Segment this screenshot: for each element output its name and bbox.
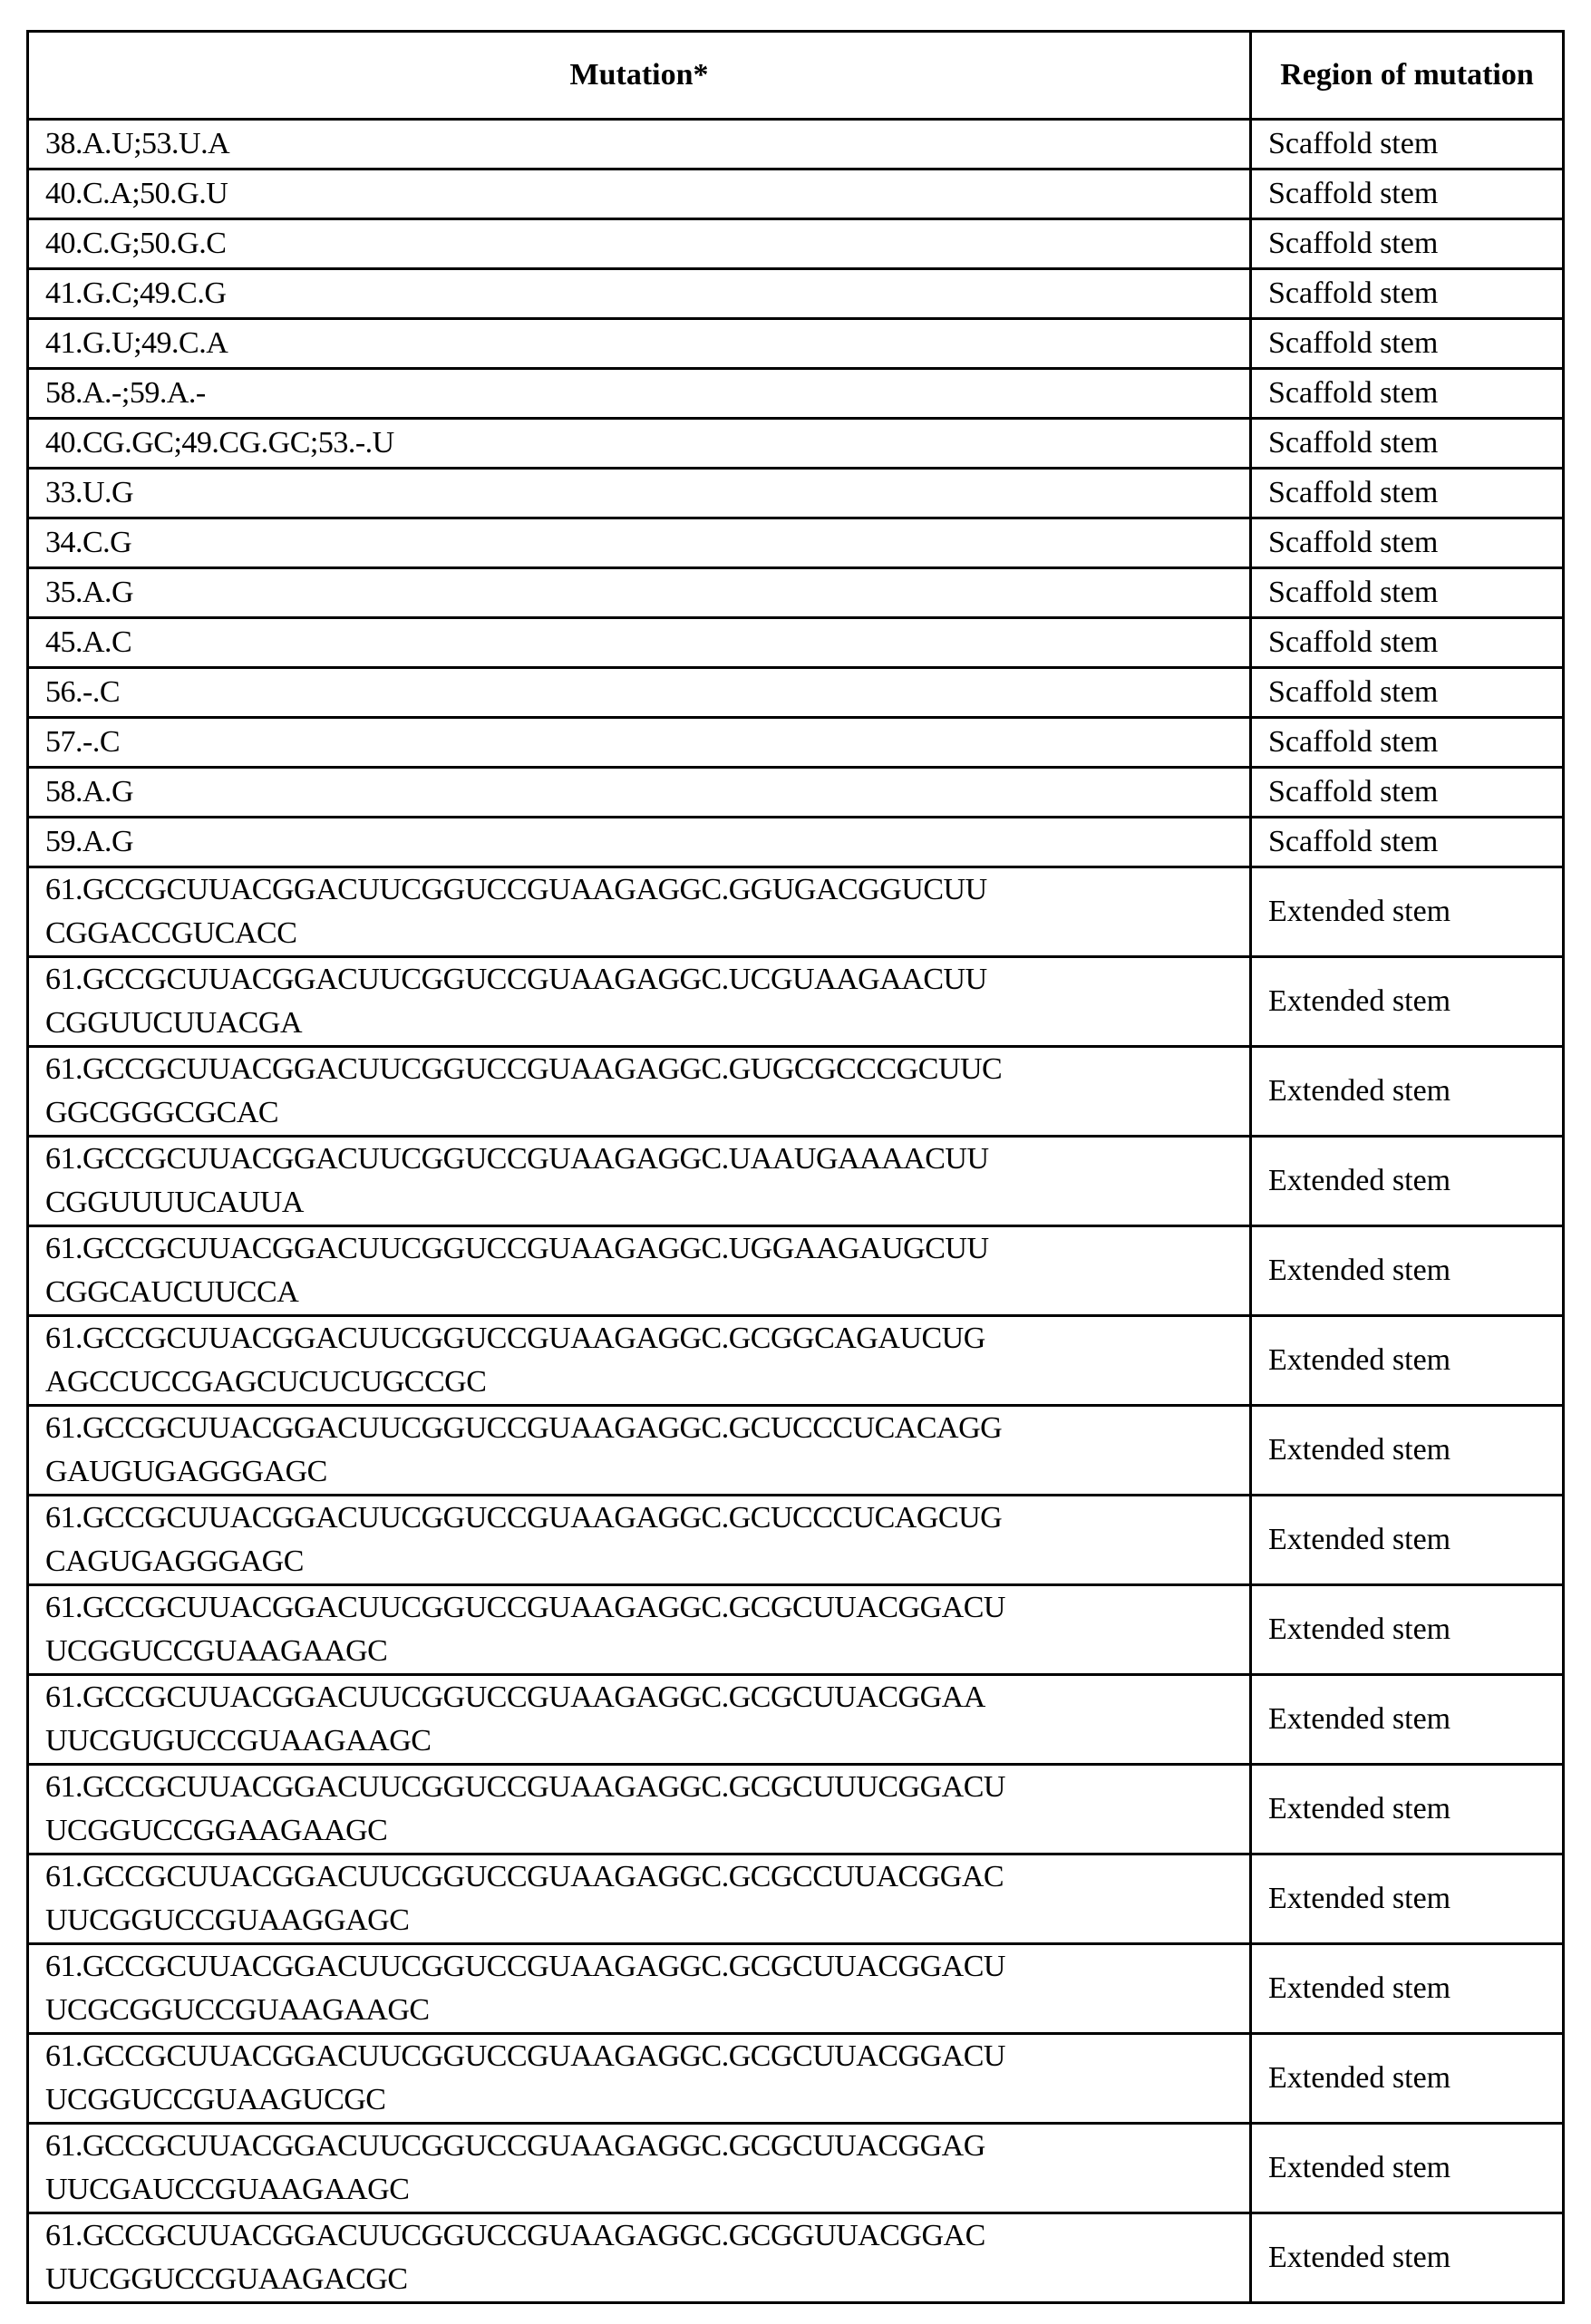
mutation-cell: [28, 618, 1251, 668]
mutation-text-line: 61.GCCGCUUACGGACUUCGGUCCGUAAGAGGC.GCGCCUUACGGAC: [45, 1855, 1233, 1899]
region-cell: Scaffold stem: [1251, 718, 1564, 768]
region-cell: Scaffold stem: [1251, 369, 1564, 419]
mutation-text-line: CGGUUUUCAUUA: [45, 1181, 1233, 1225]
region-cell: Extended stem: [1251, 1765, 1564, 1854]
mutation-text-line: UUCGGUCCGUAAGGAGC: [45, 1899, 1233, 1942]
region-cell: Extended stem: [1251, 1585, 1564, 1675]
mutation-cell: [28, 219, 1251, 269]
mutation-cell: [28, 818, 1251, 867]
table-row: [28, 1496, 1564, 1585]
mutation-text-line: 58.A.-;59.A.-: [45, 372, 1233, 415]
table-row: [28, 1585, 1564, 1675]
region-cell: Extended stem: [1251, 1226, 1564, 1316]
mutation-cell: [28, 1496, 1251, 1585]
table-row: [28, 2124, 1564, 2213]
mutation-text-line: 61.GCCGCUUACGGACUUCGGUCCGUAAGAGGC.GCUCCCUCAGCUG: [45, 1496, 1233, 1540]
region-cell: Scaffold stem: [1251, 469, 1564, 518]
region-cell: Scaffold stem: [1251, 219, 1564, 269]
table-row: [28, 1944, 1564, 2034]
table-row: [28, 419, 1564, 469]
table-row: [28, 568, 1564, 618]
mutation-cell: [28, 1585, 1251, 1675]
mutation-text-line: 61.GCCGCUUACGGACUUCGGUCCGUAAGAGGC.GCGCUUACGGAA: [45, 1676, 1233, 1719]
mutation-text-line: 61.GCCGCUUACGGACUUCGGUCCGUAAGAGGC.GUGCGCCCGCUUC: [45, 1048, 1233, 1091]
mutation-cell: [28, 668, 1251, 718]
region-cell: Scaffold stem: [1251, 419, 1564, 469]
mutation-text-line: UCGCGGUCCGUAAGAAGC: [45, 1989, 1233, 2032]
table-row: [28, 2213, 1564, 2303]
mutation-text-line: 38.A.U;53.U.A: [45, 122, 1233, 166]
table-row: [28, 1226, 1564, 1316]
mutation-text-line: 61.GCCGCUUACGGACUUCGGUCCGUAAGAGGC.GCGCUUUCGGACU: [45, 1766, 1233, 1809]
mutation-text-line: AGCCUCCGAGCUCUCUGCCGC: [45, 1361, 1233, 1404]
mutation-cell: [28, 518, 1251, 568]
mutation-text-line: 34.C.G: [45, 521, 1233, 565]
table-row: [28, 618, 1564, 668]
mutation-text-line: 61.GCCGCUUACGGACUUCGGUCCGUAAGAGGC.GCGCUUACGGACU: [45, 1945, 1233, 1989]
table-row: [28, 718, 1564, 768]
mutation-cell: [28, 1316, 1251, 1406]
table-row: [28, 1675, 1564, 1765]
mutation-text-line: UCGGUCCGGAAGAAGC: [45, 1809, 1233, 1853]
mutation-cell: [28, 2034, 1251, 2124]
table-row: [28, 818, 1564, 867]
mutation-text-line: UUCGGUCCGUAAGACGC: [45, 2258, 1233, 2301]
mutation-cell: [28, 369, 1251, 419]
mutation-text-line: CGGCAUCUUCCA: [45, 1271, 1233, 1314]
region-cell: Extended stem: [1251, 1047, 1564, 1137]
mutation-text-line: 45.A.C: [45, 621, 1233, 664]
mutation-cell: [28, 1675, 1251, 1765]
mutation-cell: [28, 1944, 1251, 2034]
mutation-text-line: 61.GCCGCUUACGGACUUCGGUCCGUAAGAGGC.UAAUGAAAACUU: [45, 1138, 1233, 1181]
mutation-text-line: 35.A.G: [45, 571, 1233, 615]
region-cell: Scaffold stem: [1251, 668, 1564, 718]
region-cell: Scaffold stem: [1251, 618, 1564, 668]
region-cell: Extended stem: [1251, 2213, 1564, 2303]
mutation-table: [26, 30, 1565, 2304]
mutation-text-line: UUCGUGUCCGUAAGAAGC: [45, 1719, 1233, 1763]
region-cell: Extended stem: [1251, 1316, 1564, 1406]
mutation-cell: [28, 120, 1251, 169]
region-cell: Scaffold stem: [1251, 818, 1564, 867]
mutation-cell: [28, 768, 1251, 818]
mutation-text-line: CGGACCGUCACC: [45, 912, 1233, 955]
mutation-text-line: 61.GCCGCUUACGGACUUCGGUCCGUAAGAGGC.GCGCUUACGGAG: [45, 2125, 1233, 2168]
mutation-cell: [28, 2213, 1251, 2303]
table-row: [28, 957, 1564, 1047]
mutation-text-line: GAUGUGAGGGAGC: [45, 1450, 1233, 1494]
region-cell: Extended stem: [1251, 1675, 1564, 1765]
mutation-text-line: UCGGUCCGUAAGUCGC: [45, 2078, 1233, 2122]
mutation-cell: [28, 1765, 1251, 1854]
mutation-text-line: 40.C.A;50.G.U: [45, 172, 1233, 216]
table-row: [28, 768, 1564, 818]
mutation-cell: [28, 469, 1251, 518]
table-row: [28, 469, 1564, 518]
table-row: [28, 169, 1564, 219]
mutation-text-line: 61.GCCGCUUACGGACUUCGGUCCGUAAGAGGC.GCGGCAGAUCUG: [45, 1317, 1233, 1361]
table-row: [28, 319, 1564, 369]
region-cell: Extended stem: [1251, 1944, 1564, 2034]
table-row: [28, 120, 1564, 169]
region-cell: Extended stem: [1251, 2034, 1564, 2124]
mutation-text-line: 61.GCCGCUUACGGACUUCGGUCCGUAAGAGGC.UCGUAAGAACUU: [45, 958, 1233, 1002]
mutation-text-line: 57.-.C: [45, 721, 1233, 764]
region-cell: Scaffold stem: [1251, 568, 1564, 618]
mutation-text-line: UUCGAUCCGUAAGAAGC: [45, 2168, 1233, 2212]
header-region-of-mutation: Region of mutation: [1251, 32, 1564, 120]
table-row: [28, 518, 1564, 568]
mutation-text-line: 41.G.C;49.C.G: [45, 272, 1233, 315]
mutation-text-line: CAGUGAGGGAGC: [45, 1540, 1233, 1583]
region-cell: Scaffold stem: [1251, 518, 1564, 568]
region-cell: Scaffold stem: [1251, 169, 1564, 219]
region-cell: Extended stem: [1251, 867, 1564, 957]
mutation-cell: [28, 957, 1251, 1047]
mutation-text-line: 40.C.G;50.G.C: [45, 222, 1233, 266]
table-row: [28, 2034, 1564, 2124]
mutation-cell: [28, 568, 1251, 618]
mutation-text-line: UCGGUCCGUAAGAAGC: [45, 1630, 1233, 1673]
table-header-row: [28, 32, 1564, 120]
header-mutation: Mutation*: [28, 32, 1251, 120]
region-cell: Scaffold stem: [1251, 768, 1564, 818]
mutation-text-line: 33.U.G: [45, 471, 1233, 515]
mutation-text-line: 61.GCCGCUUACGGACUUCGGUCCGUAAGAGGC.GGUGACGGUCUU: [45, 868, 1233, 912]
mutation-cell: [28, 1047, 1251, 1137]
table-row: [28, 1137, 1564, 1226]
mutation-text-line: GGCGGGCGCAC: [45, 1091, 1233, 1135]
table-row: [28, 1316, 1564, 1406]
table-body: [28, 120, 1564, 2303]
mutation-text-line: 61.GCCGCUUACGGACUUCGGUCCGUAAGAGGC.UGGAAGAUGCUU: [45, 1227, 1233, 1271]
mutation-cell: [28, 269, 1251, 319]
mutation-text-line: 59.A.G: [45, 820, 1233, 864]
mutation-cell: [28, 1137, 1251, 1226]
mutation-cell: [28, 1226, 1251, 1316]
mutation-text-line: 61.GCCGCUUACGGACUUCGGUCCGUAAGAGGC.GCGCUUACGGACU: [45, 2035, 1233, 2078]
region-cell: Extended stem: [1251, 1854, 1564, 1944]
table-row: [28, 1047, 1564, 1137]
mutation-cell: [28, 419, 1251, 469]
mutation-text-line: 56.-.C: [45, 671, 1233, 714]
mutation-cell: [28, 319, 1251, 369]
mutation-text-line: 41.G.U;49.C.A: [45, 322, 1233, 365]
mutation-text-line: 61.GCCGCUUACGGACUUCGGUCCGUAAGAGGC.GCGCUUACGGACU: [45, 1586, 1233, 1630]
region-cell: Extended stem: [1251, 1496, 1564, 1585]
table-row: [28, 668, 1564, 718]
mutation-text-line: 58.A.G: [45, 770, 1233, 814]
region-cell: Scaffold stem: [1251, 120, 1564, 169]
table-row: [28, 269, 1564, 319]
table-row: [28, 369, 1564, 419]
region-cell: Extended stem: [1251, 1406, 1564, 1496]
table-row: [28, 1765, 1564, 1854]
table-row: [28, 219, 1564, 269]
table-row: [28, 867, 1564, 957]
region-cell: Extended stem: [1251, 957, 1564, 1047]
region-cell: Scaffold stem: [1251, 319, 1564, 369]
table-row: [28, 1854, 1564, 1944]
mutation-text-line: 40.CG.GC;49.CG.GC;53.-.U: [45, 421, 1233, 465]
mutation-cell: [28, 169, 1251, 219]
mutation-text-line: CGGUUCUUACGA: [45, 1002, 1233, 1045]
table-row: [28, 1406, 1564, 1496]
region-cell: Scaffold stem: [1251, 269, 1564, 319]
mutation-cell: [28, 1406, 1251, 1496]
region-cell: Extended stem: [1251, 1137, 1564, 1226]
mutation-cell: [28, 1854, 1251, 1944]
mutation-cell: [28, 718, 1251, 768]
mutation-text-line: 61.GCCGCUUACGGACUUCGGUCCGUAAGAGGC.GCGGUUACGGAC: [45, 2214, 1233, 2258]
mutation-cell: [28, 867, 1251, 957]
mutation-cell: [28, 2124, 1251, 2213]
mutation-text-line: 61.GCCGCUUACGGACUUCGGUCCGUAAGAGGC.GCUCCCUCACAGG: [45, 1407, 1233, 1450]
region-cell: Extended stem: [1251, 2124, 1564, 2213]
